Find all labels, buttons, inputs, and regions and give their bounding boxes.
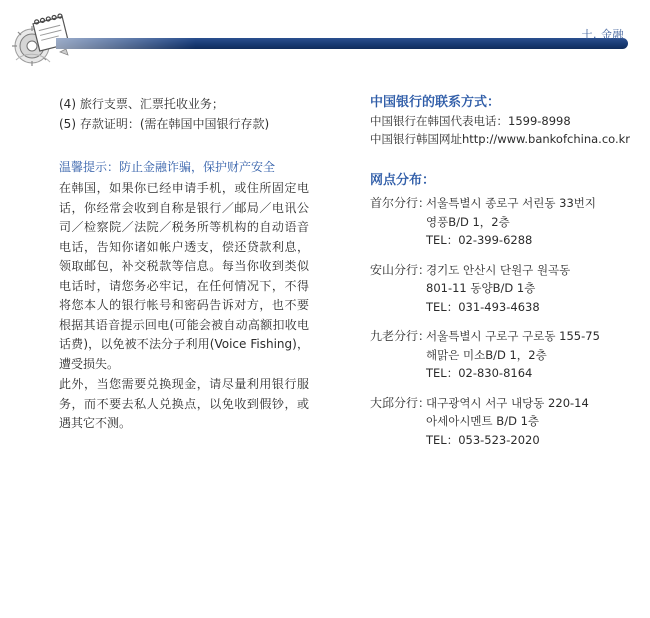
branch-phone: TEL：02-399-6288 — [426, 233, 533, 247]
branch-address: 아세아시멘트 B/D 1층 — [426, 414, 540, 428]
branch-ansan — [370, 261, 632, 317]
right-column — [370, 94, 632, 460]
branch-address: 서울특별시 구로구 구로동 155-75 — [426, 329, 600, 343]
branch-address: 801-11 동양B/D 1층 — [426, 281, 536, 295]
branch-guro — [370, 327, 632, 383]
branch-name: 大邱分行： — [370, 395, 431, 410]
branch-phone: TEL：02-830-8164 — [426, 366, 533, 380]
section-title: 十. 金融 — [581, 28, 624, 41]
branch-phone: TEL：031-493-4638 — [426, 299, 540, 314]
branch-address: 서울특별시 종로구 서린동 33번지 — [426, 196, 597, 210]
branch-phone: TEL：053-523-2020 — [426, 432, 540, 447]
branch-name: 九老分行： — [370, 329, 431, 343]
branch-address: 대구광역시 서구 내당동 220-14 — [426, 395, 589, 410]
branch-address: 영풍B/D 1，2층 — [426, 214, 510, 229]
branch-address: 해맑은 미소B/D 1，2층 — [426, 347, 547, 362]
left-column — [59, 94, 309, 434]
list-item: (4) 旅行支票、汇票托收业务； — [59, 97, 224, 111]
branch-address: 경기도 안산시 단원구 원곡동 — [426, 262, 571, 277]
network-heading: 网点分布： — [370, 173, 436, 188]
contact-heading: 中国银行的联系方式： — [370, 95, 501, 110]
header-bar — [56, 38, 628, 49]
tip-heading: 温馨提示：防止金融诈骗，保护财产安全 — [59, 160, 276, 174]
tip-paragraph: 在韩国，如果你已经申请手机，或住所固定电话，你经常会收到自称是银行／邮局／电讯公司／检察院／法院／税务所等机构的自动语音电话，告知你诸如帐户透支，偿还贷款利息，领取邮包，补交税款等信息。每当你收到类似电话时，请您务必牢记，在任何情况下，不得将您本人的银行帐号和密码告诉对方，也不要根据其语音提示回电(可能会被自动高额扣收电话费)，以免被不法分子利用(Voice Fishing)，遭受损失。 — [59, 181, 309, 371]
contact-phone: 中国银行在韩国代表电话：1599-8998 — [370, 114, 571, 128]
branch-daegu — [370, 394, 632, 450]
tip-paragraph: 此外，当您需要兑换现金，请尽量利用银行服务，而不要去私人兑换点，以免收到假钞，或遇其它不测。 — [59, 377, 309, 430]
branch-name: 安山分行： — [370, 262, 431, 277]
branch-seoul — [370, 194, 632, 250]
branch-name: 首尔分行： — [370, 196, 431, 210]
list-item: (5) 存款证明：(需在韩国中国银行存款) — [59, 117, 270, 131]
contact-website: 中国银行韩国网址http://www.bankofchina.co.kr — [370, 132, 631, 146]
